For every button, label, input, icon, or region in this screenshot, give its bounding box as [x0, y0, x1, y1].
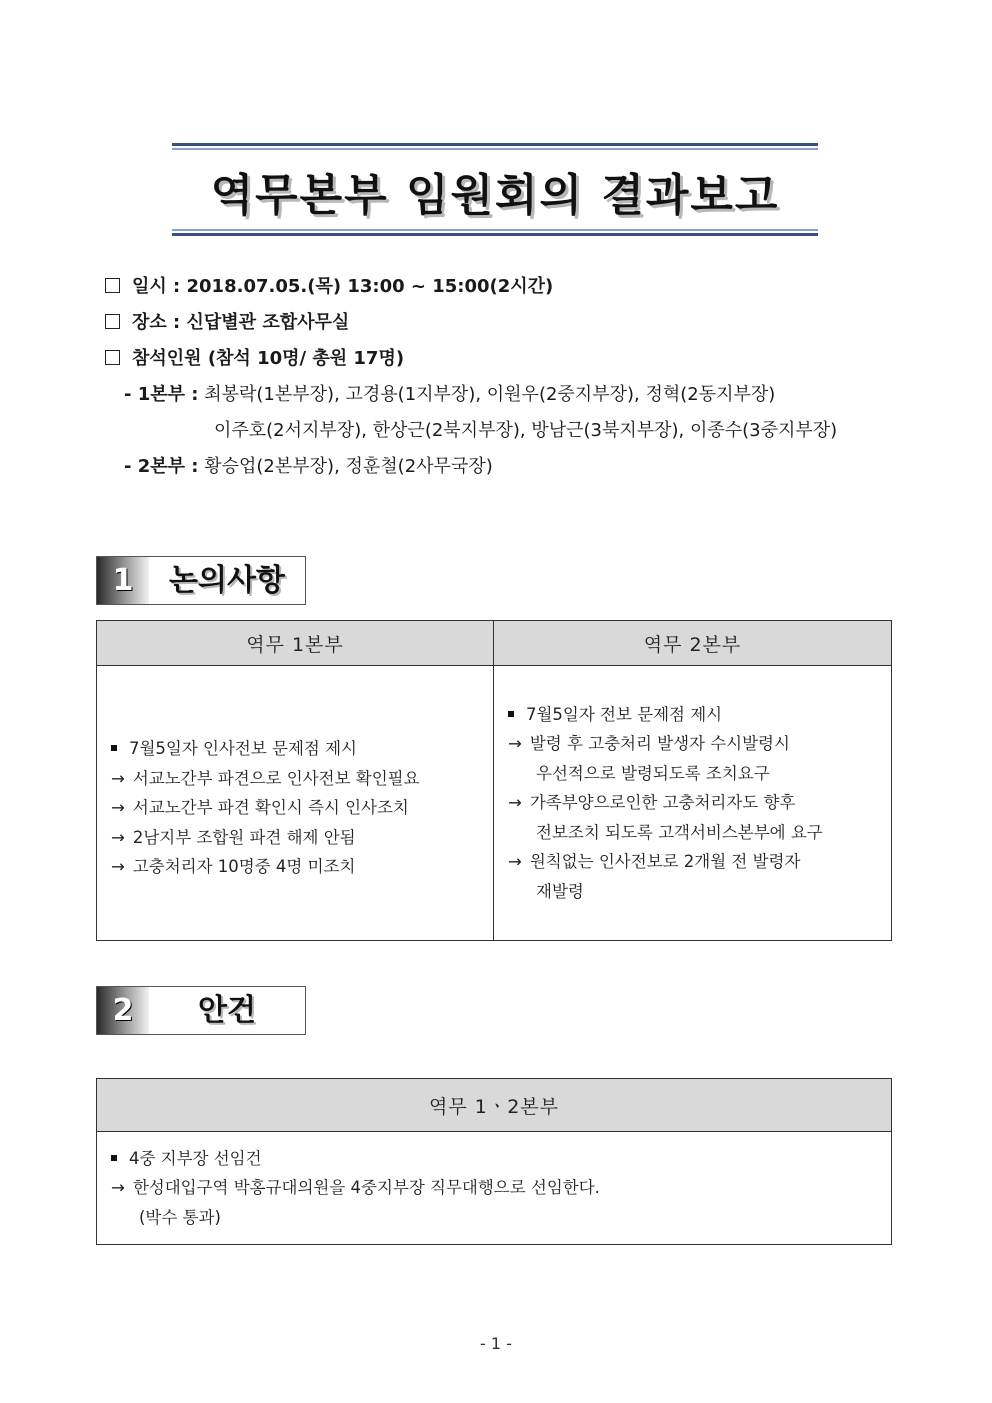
bullet-square-icon: [111, 1155, 117, 1161]
list-item: → 서교노간부 파견 확인시 즉시 인사조치: [111, 798, 409, 818]
title-banner: [172, 143, 818, 237]
info-date: [105, 272, 553, 298]
attendance-names: 황승업(2본부장), 정훈철(2사무국장): [204, 456, 493, 477]
bullet-square-icon: [508, 711, 514, 717]
info-date-text: 일시 : 2018.07.05.(목) 13:00 ~ 15:00(2시간): [132, 276, 554, 297]
attendance-names: 최봉락(1본부장), 고경용(1지부장), 이원우(2중지부장), 정혁(2동지부장): [204, 384, 776, 405]
table-cell: [97, 1132, 892, 1245]
arrow-right-icon: →: [111, 798, 125, 818]
table-cell-col2: [494, 666, 892, 941]
arrow-right-icon: →: [111, 857, 125, 877]
list-item: 4중 지부장 선임건: [111, 1144, 891, 1174]
checkbox-icon: [105, 278, 120, 293]
list-item-continued: 재발령: [536, 881, 584, 901]
attendance-names: 이주호(2서지부장), 한상근(2북지부장), 방남근(3북지부장), 이종수(3중지부장): [214, 420, 838, 441]
attendance-row-2: [214, 416, 837, 442]
list-item: → 고충처리자 10명중 4명 미조치: [111, 857, 356, 877]
attendance-label: - 1본부 :: [124, 384, 199, 405]
section-number: 2: [97, 987, 149, 1034]
title-rule-bottom-thin: [172, 229, 818, 231]
info-attendees-text: 참석인원 (참석 10명/ 총원 17명): [132, 348, 405, 369]
document-title: 역무본부 임원회의 결과보고: [210, 170, 780, 221]
table-header-col1: 역무 1본부: [97, 621, 494, 666]
list-item-continued: (박수 통과): [139, 1207, 221, 1227]
table-cell-col1: [97, 666, 494, 941]
title-rule-top-thin: [172, 148, 818, 150]
agenda-table: [96, 1078, 892, 1245]
arrow-right-icon: →: [508, 793, 522, 813]
list-item: → 2남지부 조합원 파견 해제 안됨: [111, 827, 356, 847]
agenda-list: [97, 1144, 891, 1233]
list-item: → 서교노간부 파견으로 인사전보 확인필요: [111, 768, 420, 788]
list-item-continued: 우선적으로 발령되도록 조치요구: [536, 763, 770, 783]
discussion-list-1: [97, 724, 493, 882]
list-item-continued: 전보조치 되도록 고객서비스본부에 요구: [536, 822, 823, 842]
section-1-heading: [96, 556, 306, 605]
list-item: 7월5일자 전보 문제점 제시: [508, 700, 891, 730]
list-item: → 한성대입구역 박홍규대의원을 4중지부장 직무대행으로 선임한다.: [111, 1178, 600, 1198]
arrow-right-icon: →: [508, 734, 522, 754]
arrow-right-icon: →: [111, 768, 125, 788]
page-number: - 1 -: [480, 1334, 512, 1353]
table-header: 역무 1ㆍ2본부: [97, 1079, 892, 1132]
title-rule-top: [172, 143, 818, 146]
info-place-text: 장소 : 신답별관 조합사무실: [132, 312, 350, 333]
title-rule-bottom: [172, 233, 818, 236]
attendance-label: - 2본부 :: [124, 456, 199, 477]
discussion-list-2: [494, 700, 891, 907]
checkbox-icon: [105, 314, 120, 329]
bullet-square-icon: [111, 745, 117, 751]
section-title: 안건: [198, 993, 256, 1028]
attendance-row-1: [124, 380, 775, 406]
table-header-col2: 역무 2본부: [494, 621, 892, 666]
discussion-table: [96, 620, 892, 941]
list-item: → 발령 후 고충처리 발생자 수시발령시: [508, 734, 790, 754]
list-item: → 원칙없는 인사전보로 2개월 전 발령자: [508, 852, 801, 872]
list-item: 7월5일자 인사전보 문제점 제시: [111, 734, 493, 764]
arrow-right-icon: →: [111, 827, 125, 847]
section-number: 1: [97, 557, 149, 604]
checkbox-icon: [105, 350, 120, 365]
list-item: → 가족부양으로인한 고충처리자도 향후: [508, 793, 796, 813]
section-2-heading: [96, 986, 306, 1035]
arrow-right-icon: →: [508, 852, 522, 872]
info-place: [105, 308, 349, 334]
section-title: 논의사항: [169, 563, 285, 598]
arrow-right-icon: →: [111, 1178, 125, 1198]
attendance-row-3: [124, 452, 493, 478]
info-attendees: [105, 344, 404, 370]
